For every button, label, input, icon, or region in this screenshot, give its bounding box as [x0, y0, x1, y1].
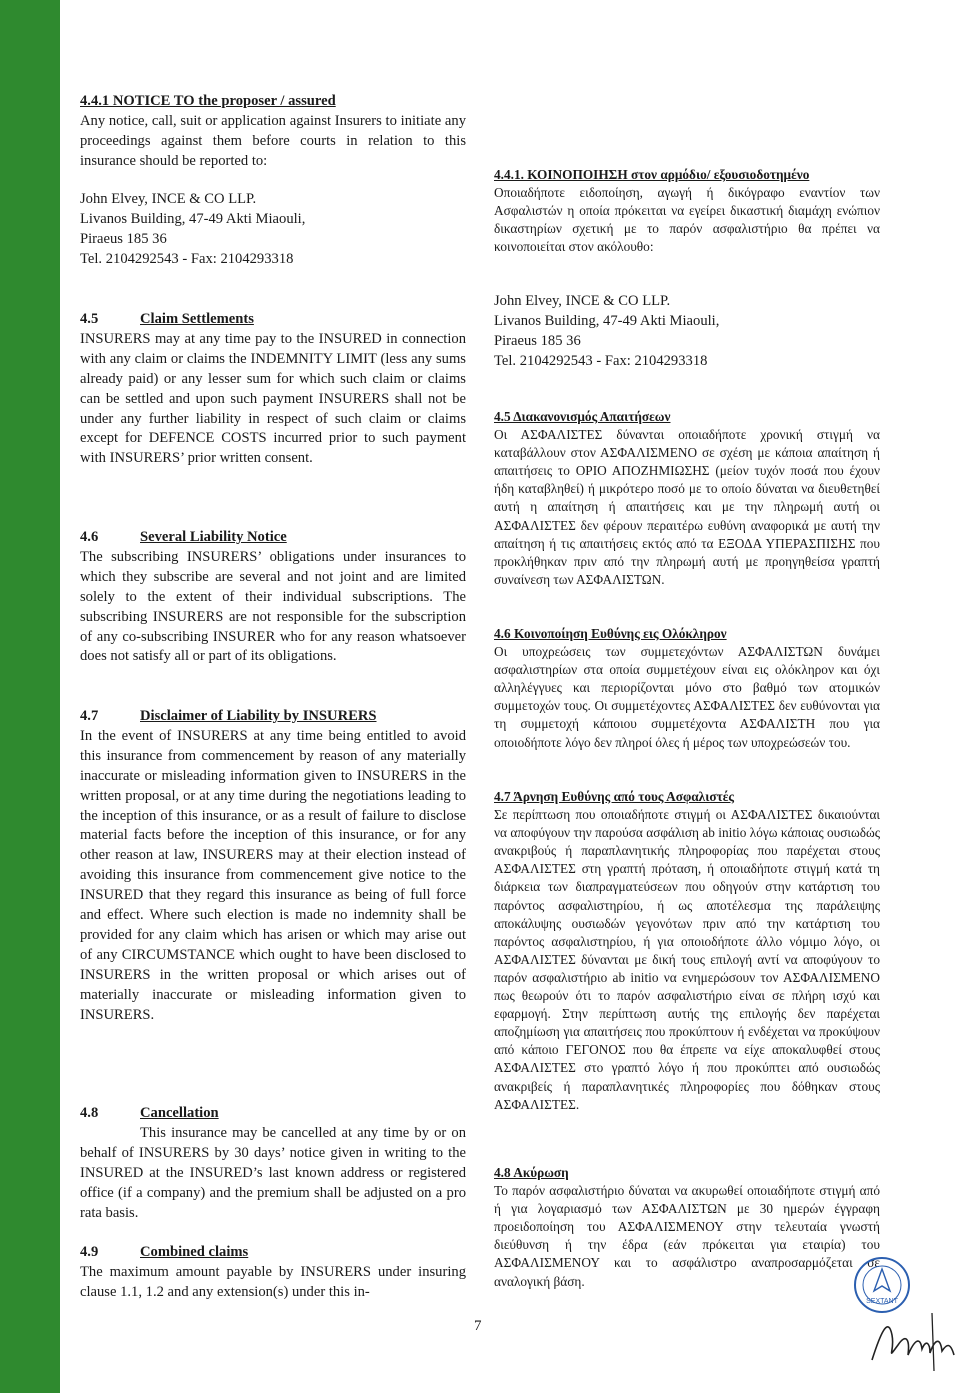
section-4-4-1-gr: [494, 166, 880, 256]
section-title: Cancellation: [140, 1105, 219, 1121]
handwritten-signature: [868, 1305, 958, 1375]
section-4-7-gr: [494, 788, 880, 1114]
section-body: Σε περίπτωση που οποιαδήποτε στιγμή οι ΑΣΦΑΛΙΣΤΕΣ δικαιούνται να αποφύγουν την παρούσα ασφάλιση ab initio λόγω κάποιας ουσιωδώς ανακριβούς ή παραπλανητικής πληροφορίας που παρέχεται στους ΑΣΦΑΛΙΣΤΕΣ στη γραπτή πρόταση, ή οποιαδήποτε στιγμή κατά τη διάρκεια των διαπραγματεύσεων που οδηγούν στην κατάρτιση του παρόντος ασφαλιστηρίου, ή ως αποτέλεσμα της παράλειψης αποκάλυψης ουσιωδών γεγονότων πριν από την κατάρτιση του παρόντος ασφαλιστηρίου, ή για οποιοδήποτε άλλο νόμιμο λόγο, οι ΑΣΦΑΛΙΣΤΕΣ δύνανται με δική τους επιλογή αντί να αποφύγουν το παρόν ασφαλιστήριο ab initio να ενημερώσουν τον ΑΣΦΑΛΙΣΜΕΝΟ πως θεωρούν ότι το παρόν ασφαλιστήριο είναι σε πλήρη ισχύ και εφαρμογή. Στην περίπτωση αυτής της επιλογής δεν παρέχεται αποζημίωση για απαιτήσεις που προκύπτουν ή ενδέχεται να προκύψουν από κάποιο ΓΕΓΟΝΟΣ που θα έπρεπε να είχε αποκαλυφθεί στους ΑΣΦΑΛΙΣΤΕΣ στο γραπτό λόγο ή που προκύπτει από ουσιωδώς ανακριβείς ή παραπλανητικές πληροφορίες που δόθηκαν στους ΑΣΦΑΛΙΣΤΕΣ.: [494, 807, 880, 1112]
section-number: 4.5: [80, 311, 99, 327]
contact-line: Piraeus 185 36: [80, 230, 167, 247]
section-4-9-en: [80, 1243, 466, 1303]
sextant-icon: [874, 1269, 890, 1291]
section-title: Several Liability Notice: [140, 529, 287, 545]
section-heading: [80, 707, 466, 727]
section-4-7-en: [80, 707, 466, 1026]
section-number: 4.8: [80, 1105, 99, 1121]
contact-line: Piraeus 185 36: [494, 332, 581, 349]
section-heading: 4.4.1. ΚΟΙΝΟΠΟΙΗΣΗ στον αρμόδιο/ εξουσιοδοτημένο: [494, 167, 810, 182]
section-heading: 4.7 Άρνηση Ευθύνης από τους Ασφαλιστές: [494, 789, 734, 804]
section-4-5-en: [80, 310, 466, 469]
contact-block-en: [80, 190, 466, 270]
section-heading: 4.4.1 NOTICE TO the proposer / assured: [80, 93, 336, 109]
contact-line: Livanos Building, 47-49 Akti Miaouli,: [494, 312, 720, 329]
left-green-strip: [0, 0, 60, 1393]
section-4-5-gr: [494, 408, 880, 589]
section-4-6-en: [80, 528, 466, 667]
section-heading: 4.8 Ακύρωση: [494, 1165, 569, 1180]
section-heading: [80, 1243, 466, 1263]
section-4-8-gr: [494, 1164, 880, 1291]
signature-stroke: [932, 1313, 934, 1371]
section-title: Claim Settlements: [140, 311, 254, 327]
contact-line: Tel. 2104292543 - Fax: 2104293318: [80, 250, 294, 267]
contact-line: John Elvey, INCE & CO LLP.: [494, 293, 671, 309]
section-body: Any notice, call, suit or application against Insurers to initiate any proceedings against them before courts in relation to this insurance should be reported to:: [80, 112, 466, 169]
section-4-4-1-en: [80, 92, 466, 172]
section-body: The maximum amount payable by INSURERS under insuring clause 1.1, 1.2 and any extension(s) under this in-: [80, 1263, 466, 1300]
section-heading: [80, 528, 466, 548]
section-number: 4.6: [80, 529, 99, 545]
section-body: Οι υποχρεώσεις των συμμετεχόντων ΑΣΦΑΛΙΣΤΩΝ δυνάμει ασφαλιστηρίων στα οποία συμμετέχουν είναι εις ολόκληρον και όχι αλληλέγγυες και περιορίζονται μόνο στο βαθμό των ατομικών συμμετοχών τους. Οι συμμετέχοντες ΑΣΦΑΛΙΣΤΕΣ δεν ευθύνονται για τη συμμετοχή κάποιου συμμετέχοντα ΑΣΦΑΛΙΣΤΗ που για οποιοδήποτε λόγο δεν πληροί όλες ή μέρος των υποχρεώσεών του.: [494, 644, 880, 750]
section-body: The subscribing INSURERS’ obligations under insurances to which they subscribe are several and not joint and are limited solely to the extent of their individual subscriptions. The subscribing INSURERS are not responsible for the subscription of any co-subscribing INSURER who for any reason whatsoever does not satisfy all or part of its obligations.: [80, 548, 466, 665]
section-body: In the event of INSURERS at any time being entitled to avoid this insurance from commencement by reason of any materially inaccurate or misleading information given to INSURERS in the written proposal, or at any time during the negotiations leading to the inception of this insurance, or as a result of failure to disclose material facts before the inception of this insurance, or for any other reason at law, INSURERS may at their election instead of avoiding this insurance from commencement give notice to the INSURED that they regard this insurance as being of full force and effect. Where such election is made no indemnity shall be provided for any claim which has arisen or which may arise out of any CIRCUMSTANCE which ought to have been disclosed to INSURERS in the written proposal or which arises out of materially inaccurate or misleading information given to INSURERS.: [80, 727, 466, 1023]
section-body: INSURERS may at any time pay to the INSURED in connection with any claim or claims the INDEMNITY LIMIT (less any sums already paid) or any lesser sum for which such claim or claims can be settled and upon such payment INSURERS shall not be under any further liability in respect of such claim or claims except for DEFENCE COSTS incurred prior to such payment with INSURERS’ prior written consent.: [80, 330, 466, 467]
section-title: Disclaimer of Liability by INSURERS: [140, 708, 377, 724]
section-body: Οι ΑΣΦΑΛΙΣΤΕΣ δύνανται οποιαδήποτε χρονική στιγμή να καταβάλλουν στον ΑΣΦΑΛΙΣΜΕΝΟ σε σχέση με κάποια απαίτηση ή απαιτήσεις το ΟΡΙΟ ΑΠΟΖΗΜΙΩΣΗΣ (μείον τυχόν ποσά που έχουν ήδη καταβληθεί) ή μικρότερο ποσό με το οποίο δύναται να διευθετηθεί αυτή η απαίτηση ή απαιτήσεις και με την πληρωμή αυτή οι ΑΣΦΑΛΙΣΤΕΣ δεν φέρουν περαιτέρω ευθύνη αναφορικά με αυτή την απαίτηση ή τις απαιτήσεις εκτός από τα ΕΞΟΔΑ ΥΠΕΡΑΣΠΙΣΗΣ που προκλήθηκαν πριν από την πληρωμή αυτή με προηγηθείσα γραπτή συναίνεση των ΑΣΦΑΛΙΣΤΩΝ.: [494, 427, 880, 587]
stamp-label: SEXTANT: [866, 1298, 898, 1305]
section-title: Combined claims: [140, 1244, 249, 1260]
section-4-8-en: [80, 1104, 466, 1223]
contact-line: Livanos Building, 47-49 Akti Miaouli,: [80, 210, 306, 227]
section-heading: 4.5 Διακανονισμός Απαιτήσεων: [494, 409, 671, 424]
section-body: Το παρόν ασφαλιστήριο δύναται να ακυρωθεί οποιαδήποτε στιγμή από ή για λογαριασμό των ΑΣΦΑΛΙΣΤΩΝ με 30 ημερών έγγραφη προειδοποίηση του ΑΣΦΑΛΙΣΜΕΝΟΥ στην τελευταία γνωστή διεύθυνση ή την έδρα (εάν πρόκειται για εταιρία) του ΑΣΦΑΛΙΣΜΕΝΟΥ και το ασφάλιστρο αναπροσαρμόζεται σε αναλογική βάση.: [494, 1183, 880, 1289]
section-body: Οποιαδήποτε ειδοποίηση, αγωγή ή δικόγραφο εναντίον των Ασφαλιστών η οποία πρόκειται να εγείρει δικαστική διαμάχη ενώπιον δικαστηρίων σχετική με το παρόν ασφαλιστήριο θα πρέπει να κοινοποιείται στον ακόλουθο:: [494, 185, 880, 255]
contact-block-gr: [494, 292, 880, 372]
section-4-6-gr: [494, 625, 880, 752]
section-number: 4.9: [80, 1244, 99, 1260]
section-number: 4.7: [80, 708, 99, 724]
page-number: 7: [474, 1318, 482, 1334]
signature-stroke: [872, 1327, 954, 1360]
contact-line: Tel. 2104292543 - Fax: 2104293318: [494, 352, 708, 369]
section-body: This insurance may be cancelled at any time by or on behalf of INSURERS by 30 days’ notice given in writing to the INSURED at the INSURED’s last known address or registered office (if a company) and the premium shall be adjusted on a pro rata basis.: [80, 1124, 466, 1221]
section-heading: 4.6 Κοινοποίηση Ευθύνης εις Ολόκληρον: [494, 626, 727, 641]
section-heading: [80, 310, 466, 330]
contact-line: John Elvey, INCE & CO LLP.: [80, 191, 257, 207]
section-heading: [80, 1104, 466, 1124]
